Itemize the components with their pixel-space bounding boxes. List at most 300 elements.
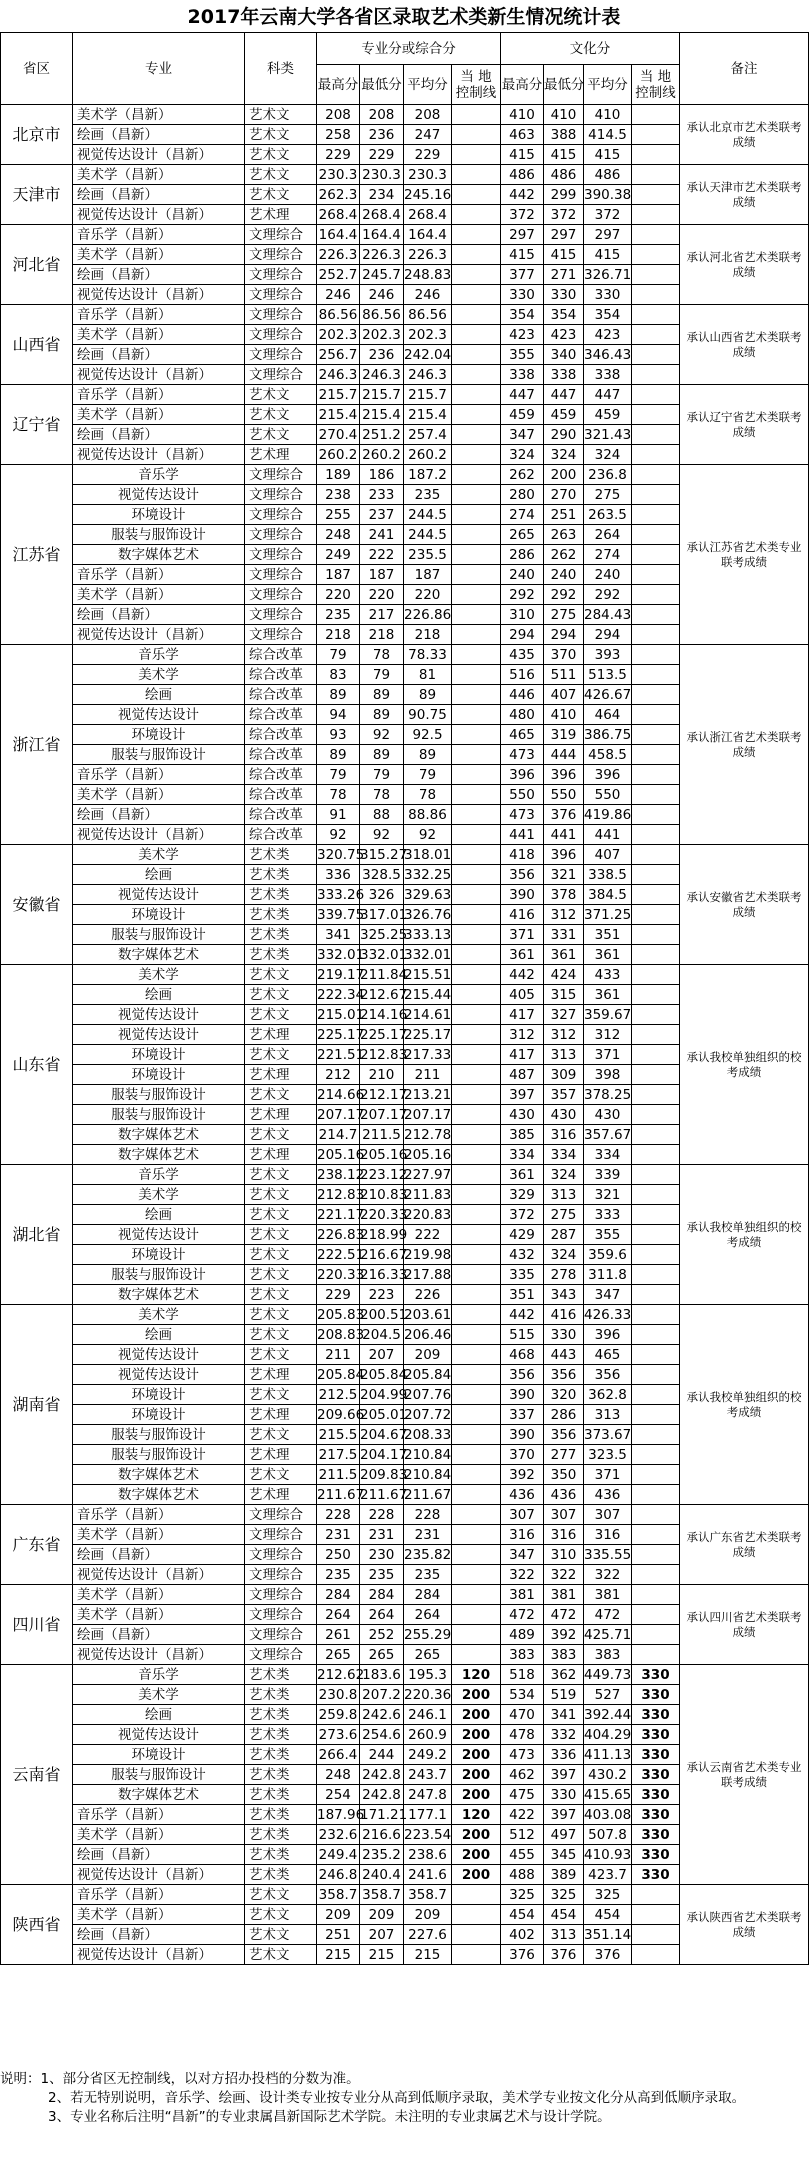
cult-control-cell <box>632 505 680 525</box>
prof-avg-cell: 222 <box>404 1225 452 1245</box>
prof-min-cell: 212.83 <box>360 1046 408 1063</box>
cult-max-cell: 312 <box>501 1025 544 1045</box>
prof-max-cell: 320.75 <box>317 846 365 863</box>
cult-max-cell: 550 <box>501 785 544 805</box>
prof-avg-cell: 318.01 <box>404 846 452 863</box>
prof-control-cell <box>452 225 501 245</box>
cult-min-cell: 436 <box>544 1485 584 1505</box>
prof-control-cell <box>452 165 501 185</box>
cult-control-cell <box>632 845 680 865</box>
prof-avg-cell: 241.6 <box>404 1865 452 1885</box>
category-cell: 艺术文 <box>245 1945 317 1965</box>
cult-max-cell: 518 <box>501 1665 544 1685</box>
prof-min-cell: 260.2 <box>360 445 404 465</box>
table-row <box>1 465 809 485</box>
cult-min-cell: 447 <box>544 385 584 405</box>
category-cell: 艺术类 <box>245 1845 317 1865</box>
prof-max-cell: 332.01 <box>317 946 365 963</box>
prof-avg-cell: 244.5 <box>404 525 452 545</box>
cult-control-cell <box>632 545 680 565</box>
category-cell: 综合改革 <box>245 725 317 745</box>
cult-max-cell: 390 <box>501 885 544 905</box>
cult-control-cell <box>632 385 680 405</box>
cult-control-cell <box>632 305 680 325</box>
category-cell: 艺术理 <box>245 1405 317 1425</box>
cult-control-cell <box>632 1125 680 1145</box>
prof-avg-cell: 249.2 <box>404 1745 452 1765</box>
cult-min-cell: 444 <box>544 745 584 765</box>
category-cell: 艺术类 <box>245 1765 317 1785</box>
cult-max-cell: 370 <box>501 1445 544 1465</box>
cult-min-cell: 370 <box>544 645 584 665</box>
cult-max-cell: 512 <box>501 1825 544 1845</box>
prof-avg-cell: 187.2 <box>404 465 452 485</box>
prof-avg-cell: 177.1 <box>404 1805 452 1825</box>
prof-control-cell <box>452 325 501 345</box>
prof-control-cell <box>452 365 501 385</box>
prof-max-cell: 164.4 <box>317 225 360 245</box>
cult-avg-cell: 426.33 <box>584 1306 632 1323</box>
prof-min-cell: 220.33 <box>360 1206 408 1223</box>
province-cell: 湖北省 <box>1 1165 73 1305</box>
table-row <box>1 225 809 245</box>
header-cult-min: 最低分 <box>544 65 584 105</box>
cult-avg-cell: 275 <box>584 485 632 505</box>
prof-min-cell: 164.4 <box>360 225 404 245</box>
cult-control-cell <box>632 285 680 305</box>
cult-avg-cell: 357.67 <box>584 1126 632 1143</box>
cult-avg-cell: 325 <box>584 1885 632 1905</box>
prof-control-cell <box>452 1545 501 1565</box>
category-cell: 艺术文 <box>245 125 317 145</box>
major-cell: 绘画 <box>73 685 245 705</box>
category-cell: 文理综合 <box>245 565 317 585</box>
major-cell: 视觉传达设计（昌新） <box>73 1865 245 1885</box>
prof-avg-cell: 243.7 <box>404 1765 452 1785</box>
prof-min-cell: 216.33 <box>360 1266 408 1283</box>
category-cell: 文理综合 <box>245 1605 317 1625</box>
prof-control-cell <box>452 1025 501 1045</box>
cult-control-cell <box>632 1945 680 1965</box>
cult-avg-cell: 236.8 <box>584 465 632 485</box>
admission-table <box>0 32 809 1965</box>
category-cell: 艺术文 <box>245 1385 317 1405</box>
major-cell: 美术学 <box>73 1305 245 1325</box>
major-cell: 音乐学 <box>73 645 245 665</box>
prof-avg-cell: 89 <box>404 685 452 705</box>
prof-min-cell: 204.5 <box>360 1325 404 1345</box>
category-cell: 文理综合 <box>245 505 317 525</box>
prof-avg-cell: 209 <box>404 1905 452 1925</box>
cult-control-cell <box>632 1305 680 1325</box>
category-cell: 艺术文 <box>245 1345 317 1365</box>
prof-avg-cell: 226 <box>404 1285 452 1305</box>
prof-max-cell: 79 <box>317 645 360 665</box>
prof-max-cell: 189 <box>317 465 360 485</box>
cult-control-cell <box>632 1565 680 1585</box>
cult-max-cell: 371 <box>501 925 544 945</box>
major-cell: 绘画（昌新） <box>73 605 245 625</box>
cult-min-cell: 396 <box>544 765 584 785</box>
province-cell: 陕西省 <box>1 1885 73 1965</box>
category-cell: 艺术文 <box>245 1225 317 1245</box>
cult-max-cell: 334 <box>501 1145 544 1165</box>
major-cell: 绘画（昌新） <box>73 265 245 285</box>
prof-avg-cell: 206.46 <box>404 1326 452 1343</box>
cult-max-cell: 462 <box>501 1765 544 1785</box>
category-cell: 艺术文 <box>245 1905 317 1925</box>
prof-max-cell: 235 <box>317 1565 360 1585</box>
cult-min-cell: 315 <box>544 985 584 1005</box>
cult-max-cell: 487 <box>501 1065 544 1085</box>
cult-avg-cell: 410 <box>584 105 632 125</box>
cult-min-cell: 332 <box>544 1725 584 1745</box>
category-cell: 艺术理 <box>245 1065 317 1085</box>
prof-control-cell <box>452 565 501 585</box>
prof-min-cell: 246.3 <box>360 365 404 385</box>
prof-control-cell <box>452 485 501 505</box>
cult-avg-cell: 430 <box>584 1105 632 1125</box>
major-cell: 美术学 <box>73 665 245 685</box>
prof-avg-cell: 208.33 <box>404 1426 452 1443</box>
prof-max-cell: 212.5 <box>317 1385 360 1405</box>
cult-avg-cell: 403.08 <box>584 1806 632 1823</box>
cult-min-cell: 275 <box>544 605 584 625</box>
prof-avg-cell: 219.98 <box>404 1246 452 1263</box>
prof-control-cell <box>452 945 501 965</box>
prof-avg-cell: 215 <box>404 1945 452 1965</box>
prof-avg-cell: 326.76 <box>404 906 452 923</box>
note-cell: 承认我校单独组织的校考成绩 <box>680 1165 809 1305</box>
prof-min-cell: 209 <box>360 1905 404 1925</box>
province-cell: 云南省 <box>1 1665 73 1885</box>
cult-avg-cell: 359.67 <box>584 1006 632 1023</box>
cult-control-cell <box>632 1625 680 1645</box>
prof-max-cell: 212.83 <box>317 1186 365 1203</box>
cult-avg-cell: 333 <box>584 1205 632 1225</box>
province-cell: 广东省 <box>1 1505 73 1585</box>
major-cell: 服装与服饰设计 <box>73 1765 245 1785</box>
prof-min-cell: 237 <box>360 505 404 525</box>
prof-min-cell: 212.67 <box>360 986 408 1003</box>
cult-max-cell: 316 <box>501 1525 544 1545</box>
prof-max-cell: 341 <box>317 925 360 945</box>
header-cult-control-line <box>632 65 680 105</box>
major-cell: 美术学（昌新） <box>73 585 245 605</box>
prof-avg-cell: 211.67 <box>404 1486 452 1503</box>
prof-min-cell: 317.01 <box>360 906 408 923</box>
cult-max-cell: 465 <box>501 725 544 745</box>
category-cell: 艺术类 <box>245 865 317 885</box>
cult-control-cell <box>632 1085 680 1105</box>
table-body <box>1 105 809 1965</box>
category-cell: 综合改革 <box>245 745 317 765</box>
cult-avg-cell: 351 <box>584 925 632 945</box>
prof-max-cell: 209 <box>317 1905 360 1925</box>
major-cell: 环境设计 <box>73 1405 245 1425</box>
province-cell: 安徽省 <box>1 845 73 965</box>
cult-min-cell: 472 <box>544 1605 584 1625</box>
major-cell: 音乐学（昌新） <box>73 1805 245 1825</box>
cult-control-cell: 330 <box>632 1685 680 1705</box>
cult-max-cell: 335 <box>501 1265 544 1285</box>
prof-max-cell: 211.5 <box>317 1465 360 1485</box>
prof-avg-cell: 207.17 <box>404 1106 452 1123</box>
cult-min-cell: 330 <box>544 285 584 305</box>
prof-control-cell <box>452 1065 501 1085</box>
major-cell: 视觉传达设计（昌新） <box>73 625 245 645</box>
cult-min-cell: 519 <box>544 1685 584 1705</box>
major-cell: 服装与服饰设计 <box>73 1425 245 1445</box>
prof-max-cell: 231 <box>317 1525 360 1545</box>
prof-avg-cell: 187 <box>404 565 452 585</box>
category-cell: 艺术理 <box>245 205 317 225</box>
province-cell: 湖南省 <box>1 1305 73 1505</box>
major-cell: 美术学（昌新） <box>73 1605 245 1625</box>
prof-control-cell <box>452 1185 501 1205</box>
major-cell: 数字媒体艺术 <box>73 1785 245 1805</box>
cult-control-cell <box>632 1425 680 1445</box>
prof-min-cell: 212.17 <box>360 1086 408 1103</box>
prof-max-cell: 250 <box>317 1545 360 1565</box>
cult-min-cell: 389 <box>544 1865 584 1885</box>
province-cell: 四川省 <box>1 1585 73 1665</box>
prof-min-cell: 207.17 <box>360 1106 408 1123</box>
cult-control-cell: 330 <box>632 1765 680 1785</box>
prof-avg-cell: 268.4 <box>404 205 452 225</box>
category-cell: 艺术理 <box>245 1105 317 1125</box>
cult-max-cell: 417 <box>501 1045 544 1065</box>
cult-max-cell: 337 <box>501 1405 544 1425</box>
table-row <box>1 965 809 985</box>
prof-min-cell: 211.67 <box>360 1486 408 1503</box>
prof-min-cell: 230 <box>360 1545 404 1565</box>
cult-control-cell <box>632 1905 680 1925</box>
note-cell: 承认我校单独组织的校考成绩 <box>680 1305 809 1505</box>
category-cell: 艺术理 <box>245 1025 317 1045</box>
major-cell: 美术学（昌新） <box>73 1825 245 1845</box>
cult-avg-cell: 321.43 <box>584 426 632 443</box>
note-cell: 承认辽宁省艺术类联考成绩 <box>680 385 809 465</box>
footnote-2: 2、若无特别说明，音乐学、绘画、设计类专业按专业分从高到低顺序录取，美术学专业按文化分从高到低顺序录取。 <box>48 2090 746 2106</box>
prof-max-cell: 261 <box>317 1625 360 1645</box>
category-cell: 文理综合 <box>245 485 317 505</box>
category-cell: 综合改革 <box>245 825 317 845</box>
cult-avg-cell: 373.67 <box>584 1426 632 1443</box>
prof-control-cell <box>452 245 501 265</box>
major-cell: 数字媒体艺术 <box>73 1145 245 1165</box>
prof-control-cell <box>452 1885 501 1905</box>
cult-avg-cell: 378.25 <box>584 1086 632 1103</box>
prof-control-cell <box>452 1165 501 1185</box>
major-cell: 绘画（昌新） <box>73 125 245 145</box>
prof-min-cell: 171.21 <box>360 1806 408 1823</box>
cult-control-cell <box>632 1605 680 1625</box>
cult-max-cell: 262 <box>501 465 544 485</box>
category-cell: 综合改革 <box>245 785 317 805</box>
prof-avg-cell: 230.3 <box>404 165 452 185</box>
cult-max-cell: 307 <box>501 1505 544 1525</box>
cult-min-cell: 324 <box>544 445 584 465</box>
cult-min-cell: 275 <box>544 1205 584 1225</box>
prof-min-cell: 234 <box>360 185 404 205</box>
prof-avg-cell: 246 <box>404 285 452 305</box>
prof-min-cell: 326 <box>360 885 404 905</box>
category-cell: 艺术文 <box>245 1045 317 1065</box>
prof-max-cell: 202.3 <box>317 325 360 345</box>
cult-max-cell: 447 <box>501 385 544 405</box>
major-cell: 视觉传达设计（昌新） <box>73 1565 245 1585</box>
cult-min-cell: 410 <box>544 105 584 125</box>
cult-max-cell: 432 <box>501 1245 544 1265</box>
prof-control-cell: 200 <box>452 1865 501 1885</box>
cult-min-cell: 320 <box>544 1385 584 1405</box>
prof-control-cell <box>452 1225 501 1245</box>
prof-min-cell: 220 <box>360 585 404 605</box>
major-cell: 数字媒体艺术 <box>73 1485 245 1505</box>
cult-max-cell: 377 <box>501 265 544 285</box>
cult-min-cell: 299 <box>544 185 584 205</box>
cult-avg-cell: 449.73 <box>584 1666 632 1683</box>
prof-control-cell: 200 <box>452 1705 501 1725</box>
major-cell: 视觉传达设计（昌新） <box>73 445 245 465</box>
cult-control-cell <box>632 1445 680 1465</box>
cult-control-cell <box>632 425 680 445</box>
prof-max-cell: 258 <box>317 125 360 145</box>
major-cell: 视觉传达设计 <box>73 1365 245 1385</box>
prof-max-cell: 215.4 <box>317 405 360 425</box>
category-cell: 艺术文 <box>245 985 317 1005</box>
major-cell: 音乐学（昌新） <box>73 385 245 405</box>
prof-control-cell <box>452 1145 501 1165</box>
prof-avg-cell: 164.4 <box>404 225 452 245</box>
prof-control-cell <box>452 1565 501 1585</box>
prof-max-cell: 205.84 <box>317 1366 365 1383</box>
major-cell: 音乐学（昌新） <box>73 305 245 325</box>
prof-avg-cell: 228 <box>404 1505 452 1525</box>
cult-avg-cell: 324 <box>584 445 632 465</box>
cult-avg-cell: 454 <box>584 1905 632 1925</box>
prof-max-cell: 265 <box>317 1645 360 1665</box>
cult-max-cell: 372 <box>501 1205 544 1225</box>
cult-avg-cell: 263.5 <box>584 505 632 525</box>
cult-avg-cell: 423.7 <box>584 1865 632 1885</box>
prof-min-cell: 254.6 <box>360 1725 404 1745</box>
cult-control-cell: 330 <box>632 1745 680 1765</box>
cult-control-cell <box>632 205 680 225</box>
prof-avg-cell: 220 <box>404 585 452 605</box>
cult-min-cell: 341 <box>544 1705 584 1725</box>
cult-min-cell: 338 <box>544 365 584 385</box>
prof-control-cell <box>452 885 501 905</box>
cult-min-cell: 388 <box>544 125 584 145</box>
prof-min-cell: 358.7 <box>360 1885 404 1905</box>
category-cell: 艺术类 <box>245 845 317 865</box>
prof-min-cell: 218.99 <box>360 1226 408 1243</box>
prof-max-cell: 339.75 <box>317 906 365 923</box>
cult-max-cell: 338 <box>501 365 544 385</box>
prof-avg-cell: 195.3 <box>404 1665 452 1685</box>
cult-max-cell: 480 <box>501 705 544 725</box>
cult-control-cell <box>632 465 680 485</box>
cult-max-cell: 410 <box>501 105 544 125</box>
cult-control-cell <box>632 1645 680 1665</box>
prof-min-cell: 246 <box>360 285 404 305</box>
prof-avg-cell: 220.36 <box>404 1686 452 1703</box>
cult-control-cell <box>632 785 680 805</box>
category-cell: 文理综合 <box>245 345 317 365</box>
prof-max-cell: 215.7 <box>317 385 360 405</box>
cult-avg-cell: 513.5 <box>584 665 632 685</box>
prof-avg-cell: 211 <box>404 1065 452 1085</box>
prof-max-cell: 252.7 <box>317 265 360 285</box>
major-cell: 服装与服饰设计 <box>73 925 245 945</box>
cult-min-cell: 297 <box>544 225 584 245</box>
prof-avg-cell: 203.61 <box>404 1306 452 1323</box>
category-cell: 艺术类 <box>245 1705 317 1725</box>
table-row <box>1 385 809 405</box>
prof-avg-cell: 255.29 <box>404 1626 452 1643</box>
cult-max-cell: 478 <box>501 1725 544 1745</box>
cult-max-cell: 329 <box>501 1185 544 1205</box>
cult-max-cell: 324 <box>501 445 544 465</box>
cult-max-cell: 418 <box>501 845 544 865</box>
note-cell: 承认安徽省艺术类联考成绩 <box>680 845 809 965</box>
major-cell: 视觉传达设计（昌新） <box>73 825 245 845</box>
prof-avg-cell: 226.86 <box>404 606 452 623</box>
table-row <box>1 645 809 665</box>
prof-control-cell <box>452 1925 501 1945</box>
cult-max-cell: 470 <box>501 1705 544 1725</box>
prof-min-cell: 200.51 <box>360 1306 408 1323</box>
footnotes <box>0 2070 808 2127</box>
prof-avg-cell: 329.63 <box>404 886 452 903</box>
cult-min-cell: 356 <box>544 1425 584 1445</box>
cult-avg-cell: 464 <box>584 705 632 725</box>
prof-max-cell: 214.7 <box>317 1125 360 1145</box>
prof-control-cell <box>452 1105 501 1125</box>
cult-control-cell <box>632 1005 680 1025</box>
prof-min-cell: 187 <box>360 565 404 585</box>
cult-avg-cell: 527 <box>584 1685 632 1705</box>
prof-control-cell <box>452 1005 501 1025</box>
category-cell: 艺术文 <box>245 405 317 425</box>
prof-control-cell <box>452 505 501 525</box>
prof-avg-cell: 217.33 <box>404 1046 452 1063</box>
prof-max-cell: 221.17 <box>317 1206 365 1223</box>
prof-avg-cell: 88.86 <box>404 805 452 825</box>
major-cell: 绘画（昌新） <box>73 1625 245 1645</box>
prof-min-cell: 205.01 <box>360 1406 408 1423</box>
prof-max-cell: 246.8 <box>317 1865 360 1885</box>
cult-control-cell <box>632 265 680 285</box>
prof-max-cell: 284 <box>317 1585 360 1605</box>
prof-min-cell: 79 <box>360 665 404 685</box>
cult-max-cell: 516 <box>501 665 544 685</box>
prof-max-cell: 208.83 <box>317 1326 365 1343</box>
major-cell: 数字媒体艺术 <box>73 1465 245 1485</box>
prof-control-cell <box>452 905 501 925</box>
prof-control-cell <box>452 765 501 785</box>
prof-control-cell <box>452 145 501 165</box>
header-prof-avg: 平均分 <box>404 65 452 105</box>
prof-max-cell: 248 <box>317 1765 360 1785</box>
major-cell: 美术学（昌新） <box>73 325 245 345</box>
cult-max-cell: 473 <box>501 805 544 825</box>
cult-min-cell: 381 <box>544 1585 584 1605</box>
cult-avg-cell: 423 <box>584 325 632 345</box>
cult-max-cell: 417 <box>501 1005 544 1025</box>
